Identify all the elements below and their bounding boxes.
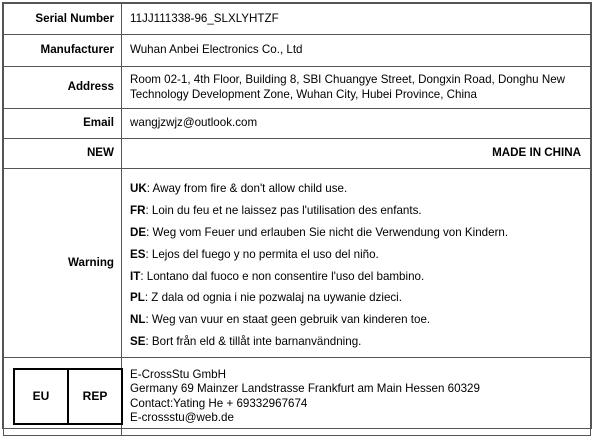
eu-rep-company: E-CrossStu GmbH [130,367,226,381]
eu-rep-contact: Contact:Yating He + 69332967674 [130,396,308,410]
address-label: Address [4,67,122,109]
serial-number-value: 11JJ111338-96_SLXLYHTZF [122,4,591,35]
email-value: wangjzwjz@outlook.com [122,109,591,139]
warning-text: : Z dala od ognia i nie pozwalaj na uywanie dzieci. [144,291,402,305]
made-in-value: MADE IN CHINA [122,139,591,169]
warning-text: : Weg van vuur en staat geen gebruik van kinderen toe. [145,313,431,327]
warning-item-it [130,266,584,288]
new-label: NEW [4,139,122,169]
warning-text: : Lontano dal fuoco e non consentire l'uso del bambino. [140,269,425,283]
product-info-table [3,3,591,436]
eu-rep-address: Germany 69 Mainzer Landstrasse Frankfurt am Main Hessen 60329 [130,382,480,395]
warning-text: : Bort från eld & tillåt inte barnanvändning. [145,334,362,348]
rep-badge-text: REP [67,370,121,423]
eu-rep-email: E-crossstu@web.de [130,411,234,424]
warning-list [130,170,584,355]
warning-code: FR [130,204,146,218]
address-value: Room 02-1, 4th Floor, Building 8, SBI Chuangye Street, Dongxin Road, Donghu New Technology Development Zone, Wuhan City, Hubei Province, China [122,67,591,109]
warning-code: ES [130,247,146,261]
warning-code: IT [130,269,141,283]
eu-rep-details [122,358,591,436]
product-label-sheet [2,2,592,429]
manufacturer-row [4,35,591,67]
eu-rep-badge [13,368,123,425]
email-label: Email [4,109,122,139]
warning-code: DE [130,225,147,239]
eu-rep-badge-cell [4,358,122,436]
warning-text: : Weg vom Feuer und erlauben Sie nicht die Verwendung von Kindern. [146,225,509,239]
email-row [4,109,591,139]
warning-row [4,169,591,358]
warning-code: UK [130,182,147,196]
warning-code: NL [130,313,146,327]
new-row [4,139,591,169]
warning-item-pl [130,287,584,309]
warning-item-uk [130,178,584,200]
warning-item-se [130,331,584,353]
eu-rep-row [4,358,591,436]
warning-list-cell [122,169,591,358]
warning-text: : Loin du feu et ne laissez pas l'utilisation des enfants. [145,204,422,218]
warning-item-de [130,222,584,244]
serial-number-label: Serial Number [4,4,122,35]
serial-number-row [4,4,591,35]
warning-item-nl [130,309,584,331]
warning-item-es [130,244,584,266]
manufacturer-value: Wuhan Anbei Electronics Co., Ltd [122,35,591,67]
warning-label: Warning [4,169,122,358]
warning-text: : Away from fire & don't allow child use. [146,182,348,196]
manufacturer-label: Manufacturer [4,35,122,67]
warning-code: SE [130,334,146,348]
eu-badge-text: EU [32,389,50,404]
warning-item-fr [130,200,584,222]
address-row [4,67,591,109]
warning-code: PL [130,291,145,305]
warning-text: : Lejos del fuego y no permita el uso del niño. [145,247,379,261]
